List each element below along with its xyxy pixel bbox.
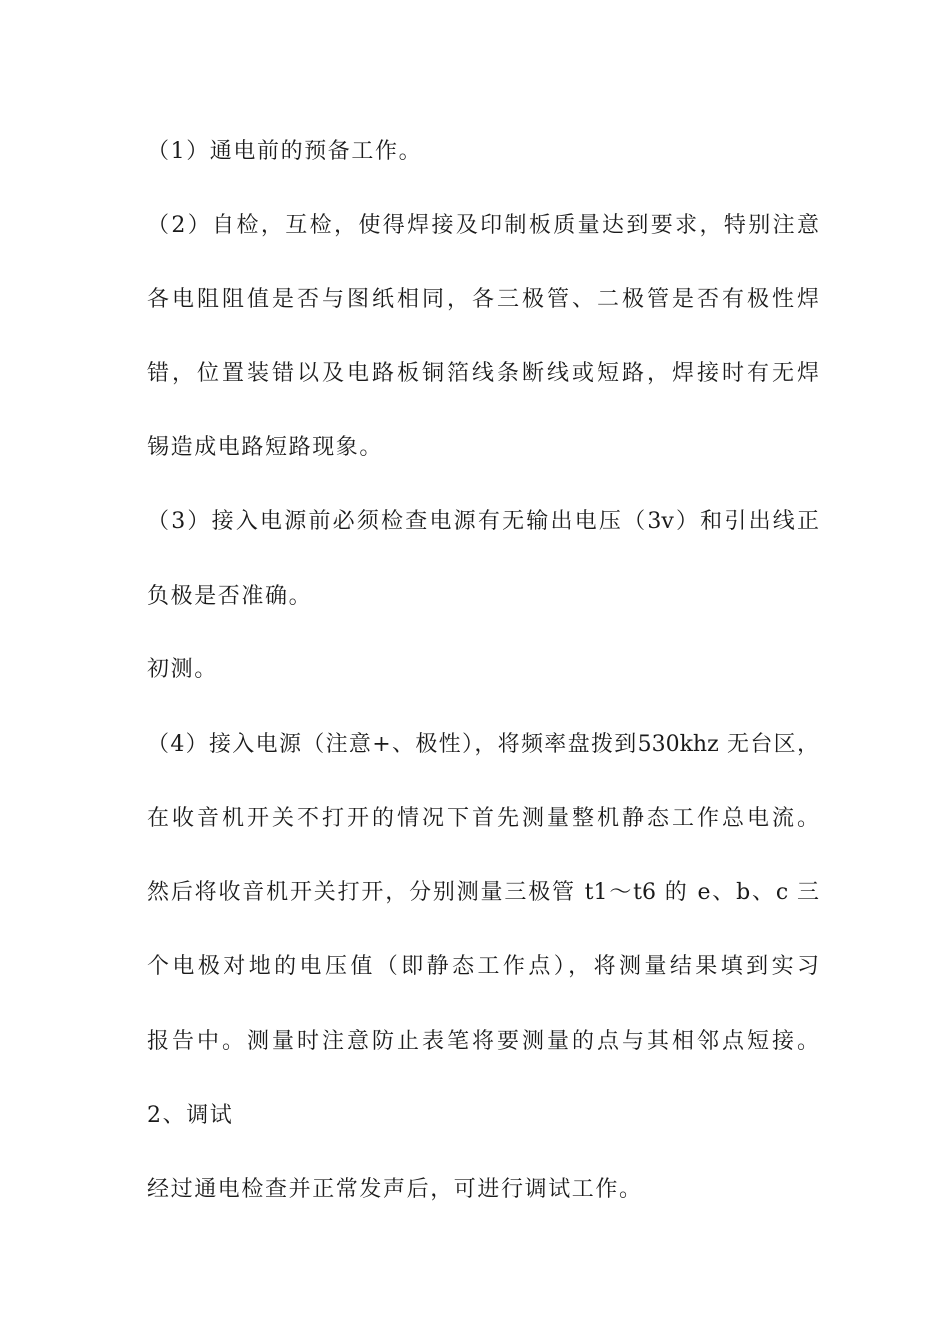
paragraph-line-9: （4）接入电源（注意+、极性），将频率盘拨到530khz 无台区， — [147, 732, 819, 757]
paragraph-line-12: 个电极对地的电压值（即静态工作点），将测量结果填到实习 — [147, 954, 819, 979]
paragraph-line-8: 初测。 — [147, 657, 218, 682]
section-heading: 2、调试 — [147, 1103, 234, 1128]
paragraph-line-2: （2）自检，互检，使得焊接及印制板质量达到要求，特别注意 — [147, 213, 819, 238]
paragraph-line-15: 经过通电检查并正常发声后，可进行调试工作。 — [147, 1177, 643, 1202]
paragraph-line-7: 负极是否准确。 — [147, 584, 313, 609]
paragraph-line-6: （3）接入电源前必须检查电源有无输出电压（3v）和引出线正 — [147, 509, 819, 534]
paragraph-line-11: 然后将收音机开关打开，分别测量三极管 t1～t6 的 e、b、c 三 — [147, 880, 819, 905]
paragraph-line-4: 错，位置装错以及电路板铜箔线条断线或短路，焊接时有无焊 — [147, 361, 819, 386]
paragraph-line-3: 各电阻阻值是否与图纸相同，各三极管、二极管是否有极性焊 — [147, 287, 819, 312]
paragraph-line-1: （1）通电前的预备工作。 — [147, 139, 423, 164]
paragraph-line-10: 在收音机开关不打开的情况下首先测量整机静态工作总电流。 — [147, 806, 819, 831]
paragraph-line-5: 锡造成电路短路现象。 — [147, 435, 384, 460]
paragraph-line-13: 报告中。测量时注意防止表笔将要测量的点与其相邻点短接。 — [147, 1029, 819, 1054]
